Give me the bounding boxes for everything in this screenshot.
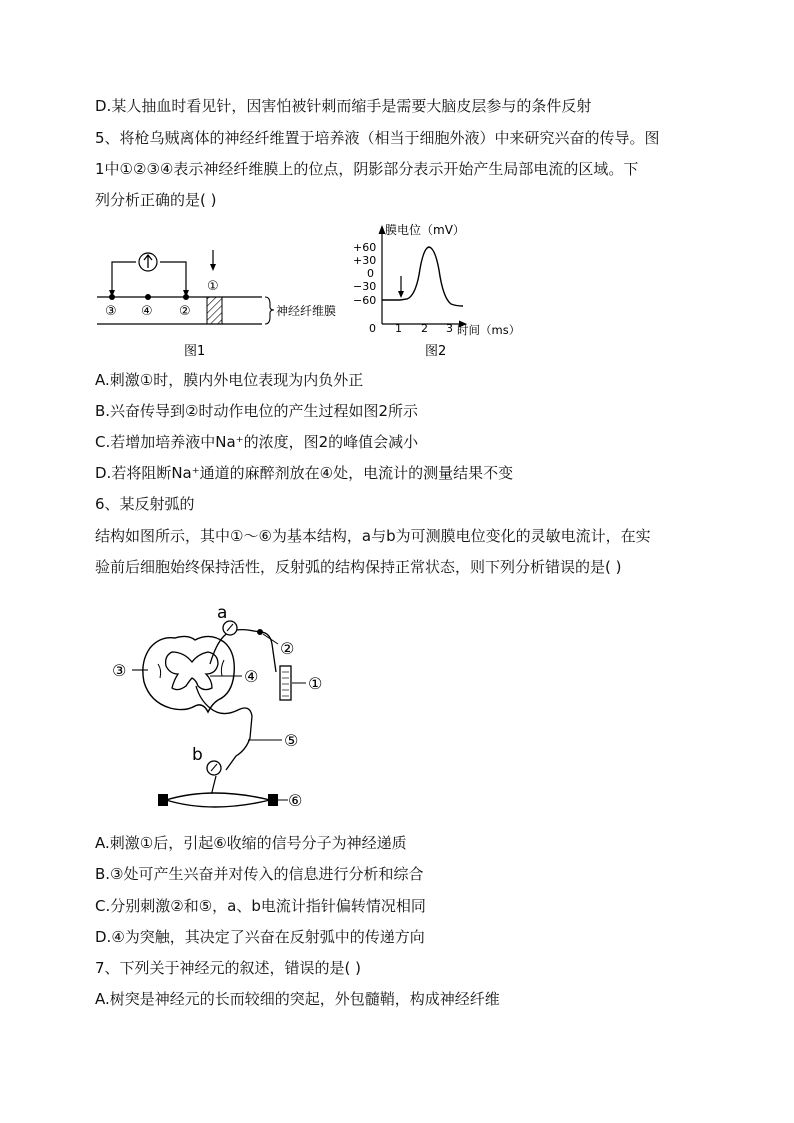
ganglion [257, 629, 263, 635]
text-line: 7、下列关于神经元的叙述，错误的是( ) [95, 959, 362, 977]
y-tick: +30 [353, 254, 377, 267]
label-b: b [192, 745, 203, 765]
point-label: ② [179, 304, 191, 319]
text-line: 1中①②③④表示神经纤维膜上的位点，阴影部分表示开始产生局部电流的区域。下 [95, 160, 639, 178]
label-a: a [217, 603, 228, 623]
text-line: 5、将枪乌贼离体的神经纤维置于培养液（相当于细胞外液）中来研究兴奋的传导。图 [95, 129, 660, 147]
option-b: B.兴奋传导到②时动作电位的产生过程如图2所示 [95, 402, 419, 420]
option-a: A.刺激①后，引起⑥收缩的信号分子为神经递质 [95, 834, 407, 852]
option-b: B.③处可产生兴奋并对传入的信息进行分析和综合 [95, 865, 424, 883]
text-line: 验前后细胞始终保持活性，反射弧的结构保持正常状态，则下列分析错误的是( ) [95, 558, 622, 576]
text-line: 列分析正确的是( ) [95, 191, 217, 209]
y-tick: −60 [353, 294, 377, 307]
text-line: D.某人抽血时看见针，因害怕被针刺而缩手是需要大脑皮层参与的条件反射 [95, 97, 592, 115]
figure-3-reflex-arc [100, 600, 360, 820]
label-1: ① [308, 674, 323, 693]
x-tick: 1 [395, 322, 402, 335]
option-a: A.刺激①时，膜内外电位表现为内负外正 [95, 371, 364, 389]
label-6: ⑥ [288, 791, 303, 810]
label-5: ⑤ [284, 731, 299, 750]
label-4: ④ [244, 667, 259, 686]
figure-2-caption: 图2 [425, 344, 447, 359]
option-a: A.树突是神经元的长而较细的突起，外包髓鞘，构成神经纤维 [95, 990, 500, 1008]
point-label: ① [207, 279, 219, 294]
text-line: 6、某反射弧的 [95, 495, 195, 513]
point-label: ③ [105, 304, 117, 319]
x-axis-label: 时间（ms） [457, 323, 521, 337]
figure-2 [345, 220, 535, 360]
point-label: ④ [141, 304, 153, 319]
option-c: C.分别刺激②和⑤，a、b电流计指针偏转情况相同 [95, 897, 426, 915]
x-tick: 2 [421, 322, 428, 335]
muscle-effector [166, 793, 270, 807]
label-3: ③ [112, 661, 127, 680]
option-d: D.④为突触，其决定了兴奋在反射弧中的传递方向 [95, 928, 425, 946]
text-line: 结构如图所示，其中①～⑥为基本结构，a与b为可测膜电位变化的灵敏电流计，在实 [95, 527, 651, 545]
membrane-label: 神经纤维膜 [276, 304, 337, 318]
figure-1 [92, 244, 352, 359]
x-tick: 0 [369, 322, 376, 335]
y-tick: 0 [367, 267, 374, 280]
x-tick: 3 [446, 322, 453, 335]
y-tick: −30 [353, 280, 377, 293]
label-2: ② [280, 639, 295, 658]
action-potential-curve [382, 247, 463, 306]
option-d: D.若将阻断Na⁺通道的麻醉剂放在④处，电流计的测量结果不变 [95, 464, 514, 482]
y-axis-label: 膜电位（mV） [385, 223, 465, 237]
figure-1-caption: 图1 [184, 344, 206, 359]
receptor [280, 666, 291, 700]
option-c: C.若增加培养液中Na⁺的浓度，图2的峰值会减小 [95, 433, 419, 451]
y-tick: +60 [353, 241, 377, 254]
